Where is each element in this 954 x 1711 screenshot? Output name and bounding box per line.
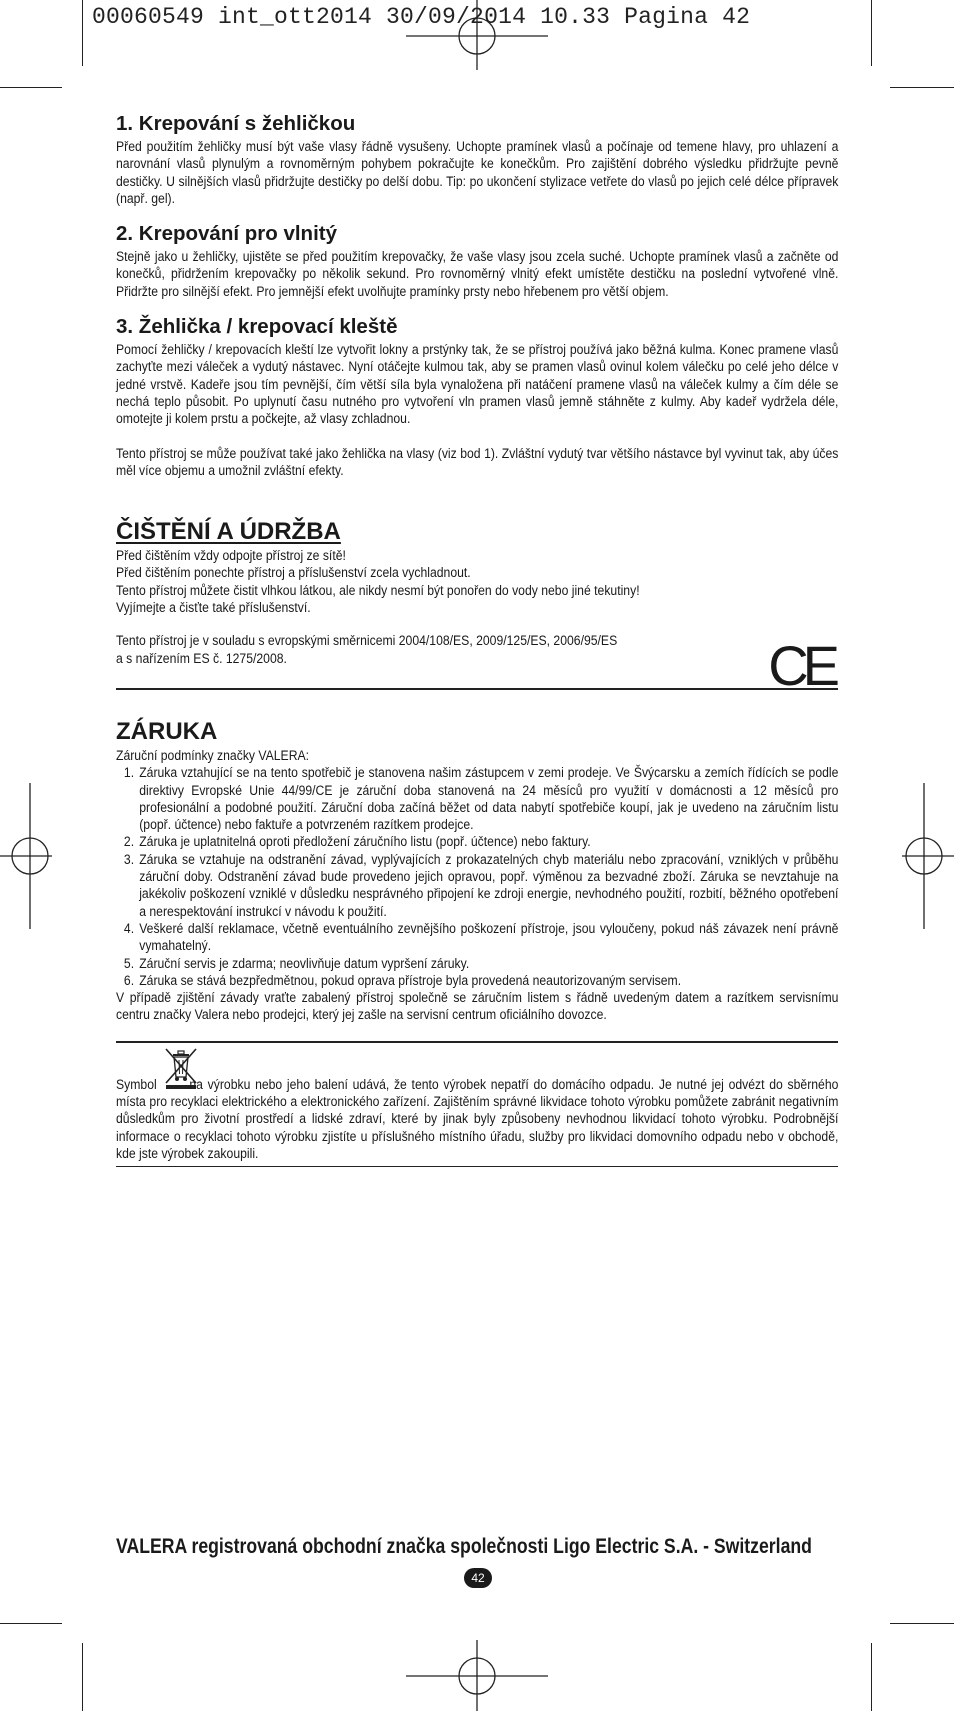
registration-mark-left	[0, 783, 52, 929]
compliance-line: Tento přístroj je v souladu s evropskými směrnicemi 2004/108/ES, 2009/125/ES, 2006/95/ES	[116, 633, 618, 650]
section-warranty	[116, 718, 838, 1043]
list-item: 5. Záruční servis je zdarma; neovlivňuje datum vypršení záruky.	[138, 956, 839, 973]
crop-mark	[890, 1623, 954, 1624]
warranty-content	[116, 748, 838, 1025]
warranty-closing: V případě zjištění závady vraťte zabalený přístroj společně se záručním listem s řádně uvedeným datem a razítkem servisnímu centru značky Valera nebo prodejci, který jej zašle na servisní centrum oficiálního dovozce.	[116, 990, 839, 1024]
crop-mark	[0, 87, 62, 88]
print-slug: 00060549 int_ott2014 30/09/2014 10.33 Pagina 42	[92, 4, 751, 30]
crop-mark	[890, 87, 954, 88]
symbol-word: Symbol	[116, 1076, 157, 1093]
list-item: 1. Záruka vztahující se na tento spotřebič je stanovena našim zástupcem v zemi prodeje. Ve Švýcarsku a zemích řídících se podle direktivy Evropské Unie 44/99/CE je záruční doba stanovená na 24 měsíců pro využití v domácnosti a 12 měsíců pro profesionální a podobné použití. Záruční doba začíná běžet od data nabytí spotřebiče koupí, jak je uvedeno na záručním listu (popř. účtence) nebo faktuře a potvrzeném razítkem prodejce.	[138, 765, 839, 834]
section-heading: 1. Krepování s žehličkou	[116, 112, 356, 135]
warranty-list	[116, 765, 838, 990]
cleaning-line: Před čištěním ponechte přístroj a příslušenství zcela vychladnout.	[116, 565, 471, 582]
list-item: 4. Veškeré další reklamace, včetně eventuálního zevnějšího poškození přístroje, jsou vyloučeny, pokud náš závazek není právně vymahatelný.	[138, 921, 839, 956]
section-cleaning	[116, 518, 838, 698]
compliance-line: a s nařízením ES č. 1275/2008.	[116, 650, 287, 667]
list-item: 2. Záruka je uplatnitelná oproti předložení záručního listu (popř. účtence) nebo faktury.	[138, 834, 839, 851]
divider	[116, 1166, 838, 1167]
registration-mark-top	[406, 0, 548, 70]
cleaning-line: Tento přístroj můžete čistit vlhkou látkou, ale nikdy nesmí být ponořen do vody nebo jiné tekutiny!	[116, 582, 640, 599]
paragraph: Před použitím žehličky musí být vaše vlasy řádně vysušeny. Uchopte pramínek vlasů a počínaje od temene hlavy, pro uhlazení a narovnání vlasů plynulým a rovnoměrným pohybem pokračujte ke konečkům. Pro zajištění dobrého výsledku přidržujte pevně destičky. U silnějších vlasů přidržujte destičky po delší dobu. Tip: po ukončení stylizace vetřete do vlasů po jejich celé délce přípravek (např. gel).	[116, 139, 839, 207]
section-recycling	[116, 1077, 838, 1167]
divider	[116, 1041, 838, 1043]
paragraph: Tento přístroj se může používat také jako žehlička na vlasy (viz bod 1). Zvláštní vydutý tvar většího nástavce byl vyvinut tak, aby účes měl více objemu a umožnil zvláštní efekty.	[116, 445, 839, 479]
section-heading: ZÁRUKA	[116, 717, 218, 745]
section-heading: 3. Žehlička / krepovací kleště	[116, 315, 398, 339]
section-curling-tongs	[116, 315, 838, 480]
cleaning-line: Vyjímejte a čisťte také příslušenství.	[116, 600, 311, 617]
section-crimping-wave	[116, 222, 838, 301]
crop-mark	[82, 0, 83, 66]
compliance-statement	[116, 633, 838, 668]
cleaning-line: Před čištěním vždy odpojte přístroj ze sítě!	[116, 548, 346, 565]
crop-mark	[0, 1623, 62, 1624]
recycling-text: na výrobku nebo jeho balení udává, že tento výrobek nepatří do domácího odpadu. Je nutné jej odvézt do sběrného místa pro recyklaci elektrického a elektronického zařízení. Zajištěním správné likvidace tohoto výrobku pomůžete zabránit negativním důsledkům pro životní prostředí a lidské zdraví, které by jinak byly způsobeny nevhodnou likvidací tohoto výrobku. Podrobnější informace o recyklaci tohoto výrobku zjistíte u příslušného místního úřadu, služby pro likvidaci domovního odpadu nebo v obchodě, kde jste výrobek zakoupili.	[116, 1076, 839, 1162]
ce-mark-icon: CE	[768, 634, 834, 698]
registration-mark-bottom	[406, 1640, 548, 1711]
page-number-badge: 42	[464, 1568, 492, 1588]
recycling-paragraph	[116, 1077, 838, 1163]
cleaning-instructions	[116, 548, 838, 617]
list-item: 6. Záruka se stává bezpředmětnou, pokud oprava přístroje byla provedená neautorizovaným servisem.	[138, 973, 839, 990]
document-body	[116, 112, 838, 1167]
crop-mark	[871, 0, 872, 66]
registration-mark-right	[902, 783, 954, 929]
section-crimping-straightener	[116, 112, 838, 208]
brand-footer: VALERA registrovaná obchodní značka společnosti Ligo Electric S.A. - Switzerland	[116, 1535, 812, 1558]
crop-mark	[82, 1643, 83, 1711]
paragraph: Stejně jako u žehličky, ujistěte se před použitím krepovačky, že vaše vlasy jsou zcela suché. Uchopte pramínek vlasů a začněte od konečků, přidržením krepovačky po několik sekund. Pro rovnoměrný vlnitý efekt umístěte destičku na poslední vytvořené vlně. Přidržte pro silnější efekt. Pro jemnější efekt uvolňujte pramínky prsty nebo hřebenem pro větší objem.	[116, 249, 839, 300]
crop-mark	[871, 1643, 872, 1711]
divider	[116, 688, 838, 690]
paragraph: Pomocí žehličky / krepovacích kleští lze vytvořit lokny a prstýnky tak, že se přístroj používá jako běžná kulma. Konec pramene vlasů zachyťte mezi váleček a vydutý nástavec. Nyní otáčejte kulmou tak, aby se pramen vlasů ovinul kolem válečku po celé jeho délce v jedné vrstvě. Kadeře jsou tím pevnější, čím větší síla byla vynaložena při natáčení pramene vlasů na váleček kulmy a čím déle se nechá teplo působit. Po uplynutí času nutného pro vytvoření vln pramen vlasů jemně stáhněte z kulmy. Aby kadeř vydržela déle, omotejte ji kolem prstu a počkejte, až vlasy zchladnou.	[116, 342, 839, 428]
section-heading: ČIŠTĚNÍ A ÚDRŽBA	[116, 518, 341, 546]
list-item: 3. Záruka se vztahuje na odstranění závad, vyplývajících z prokazatelných chyb materiálu nebo zpracování, vzniklých v průběhu záruční doby. Odstranění závad bude provedeno jejich opravou, popř. výměnou za bezvadné zboží. Záruka se nevztahuje na jakékoliv poškození vzniklé v důsledku nesprávného připojení ke zdroji energie, nevhodného použití, rozbití, běžného opotřebení a nerespektování instrukcí v návodu k použití.	[138, 852, 839, 921]
warranty-intro: Záruční podmínky značky VALERA:	[116, 747, 310, 764]
section-heading: 2. Krepování pro vlnitý	[116, 222, 337, 246]
